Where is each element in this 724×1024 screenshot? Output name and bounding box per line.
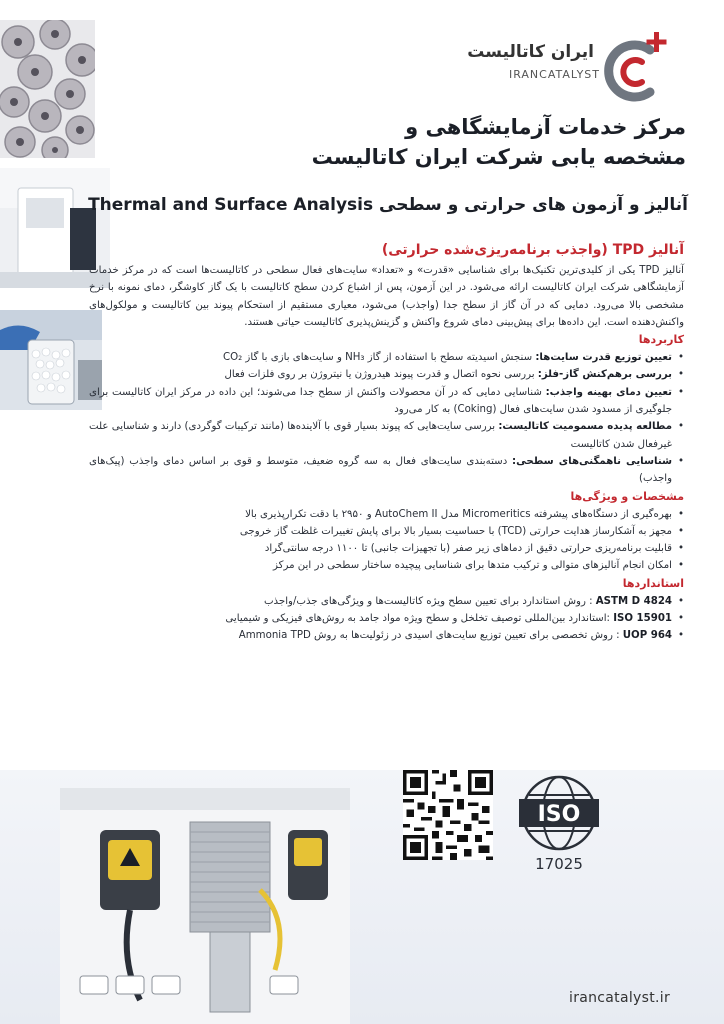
logo-name-fa: ایران کاتالیست: [467, 42, 594, 62]
qr-code-icon[interactable]: [403, 770, 493, 860]
features-heading: مشخصات و ویژگی‌ها: [570, 489, 684, 503]
list-item: • قابلیت برنامه‌ریزی حرارتی دقیق از دماهای زیر صفر (با تجهیزات جانبی) تا ۱۱۰۰ درجه سانتی‌گراد: [89, 540, 684, 557]
intro-paragraph: آنالیز TPD یکی از کلیدی‌ترین تکنیک‌ها برای شناسایی «قدرت» و «تعداد» سایت‌های فعال سطحی در کاتالیست‌ها است که در مرکز خدمات آزمایشگاهی شرکت ایران کاتالیست ارائه می‌شود. در این آزمون، پس از اشباع کردن سطح کاتالیست با یک گاز کاوشگر، دمای نمونه با نرخ مشخصی بالا می‌رود. دمایی که در آن گاز از سطح جدا (واجذب) می‌شود، معیاری مستقیم از استحکام پیوند بین کاتالیست و مولکول‌های واکنش‌دهنده است. این داده‌ها برای پیش‌بینی دمای شروع واکنش و گزینش‌پذیری کاتالیست حیاتی هستند.: [89, 265, 684, 328]
website-link[interactable]: irancatalyst.ir: [569, 990, 670, 1006]
list-item: • ASTM D 4824 : روش استاندارد برای تعیین سطح ویژه کاتالیست‌ها و ویژگی‌های جذب/واجذب: [89, 593, 684, 610]
section-heading-fa: آنالیز و آزمون های حرارتی و سطحی: [379, 195, 688, 215]
sample-vessel-photo: [0, 310, 102, 410]
standards-list: [89, 593, 684, 645]
list-item: • بهره‌گیری از دستگاه‌های پیشرفته Micromeritics مدل AutoChem II و ۲۹۵۰ با دقت تکرارپذیری بالا: [89, 506, 684, 523]
page-title-line1: مرکز خدمات آزمایشگاهی و: [405, 115, 686, 139]
logo-mark-icon: [602, 26, 672, 104]
list-item: • ISO 15901 :استاندارد بین‌المللی توصیف تخلخل و سطح ویژه مواد جامد به روش‌های فیزیکی و شیمیایی: [89, 610, 684, 627]
list-item: • مجهز به آشکارساز هدایت حرارتی (TCD) با حساسیت بسیار بالا برای پایش تغییرات غلظت گاز خروجی: [89, 523, 684, 540]
list-item: • شناسایی ناهمگنی‌های سطحی: دسته‌بندی سایت‌های فعال به سه گروه ضعیف، متوسط و قوی بر اساس دمای واجذب (پیک‌های واجذب): [89, 453, 684, 488]
iso-number: 17025: [535, 855, 583, 873]
content-body: [89, 238, 684, 645]
section-heading: [78, 195, 688, 215]
applications-list: [89, 349, 684, 487]
standards-heading: استانداردها: [622, 576, 684, 590]
iso-17025-badge: [513, 773, 605, 873]
page-title: [246, 112, 686, 172]
applications-heading: کاربردها: [638, 333, 684, 347]
logo-name-en: IRANCATALYST: [508, 68, 600, 81]
features-list: [89, 506, 684, 575]
iso-label: ISO: [537, 802, 581, 827]
irancatalyst-logo: [467, 22, 672, 104]
list-item: • بررسی برهم‌کنش گاز-فلز: بررسی نحوه اتصال و قدرت پیوند هیدروژن یا نیتروژن بر روی فلزات فعال: [89, 366, 684, 383]
tpd-title: آنالیز TPD (واجذب برنامه‌ریزی‌شده حرارتی): [381, 242, 684, 258]
list-item: • UOP 964 : روش تخصصی برای تعیین توزیع سایت‌های اسیدی در زئولیت‌ها به روش Ammonia TPD: [89, 627, 684, 644]
list-item: • مطالعه پدیده مسمومیت کاتالیست: بررسی سایت‌هایی که پیوند بسیار قوی با آلاینده‌ها (مانند ترکیبات گوگردی) دارند و شناسایی علت غیرفعال شدن کاتالیست: [89, 418, 684, 453]
list-item: • امکان انجام آنالیزهای متوالی و ترکیب متدها برای شناسایی پیچیده ساختار سطحی در این مرکز: [89, 557, 684, 574]
section-heading-en: Thermal and Surface Analysis: [88, 195, 374, 215]
list-item: • تعیین دمای بهینه واجذب: شناسایی دمایی که در آن محصولات واکنش از سطح جدا می‌شوند؛ این داده در مرکز ایران کاتالیست برای جلوگیری از مسدود شدن سایت‌های فعال (Coking) به کار می‌رود: [89, 384, 684, 419]
catalyst-pellets-photo: [0, 20, 95, 158]
tpd-instrument-photo: [60, 770, 350, 1024]
list-item: • تعیین توزیع قدرت سایت‌ها: سنجش اسیدیته سطح با استفاده از گاز NH₃ و سایت‌های بازی با گاز CO₂: [89, 349, 684, 366]
page-title-line2: مشخصه یابی شرکت ایران کاتالیست: [311, 145, 686, 169]
